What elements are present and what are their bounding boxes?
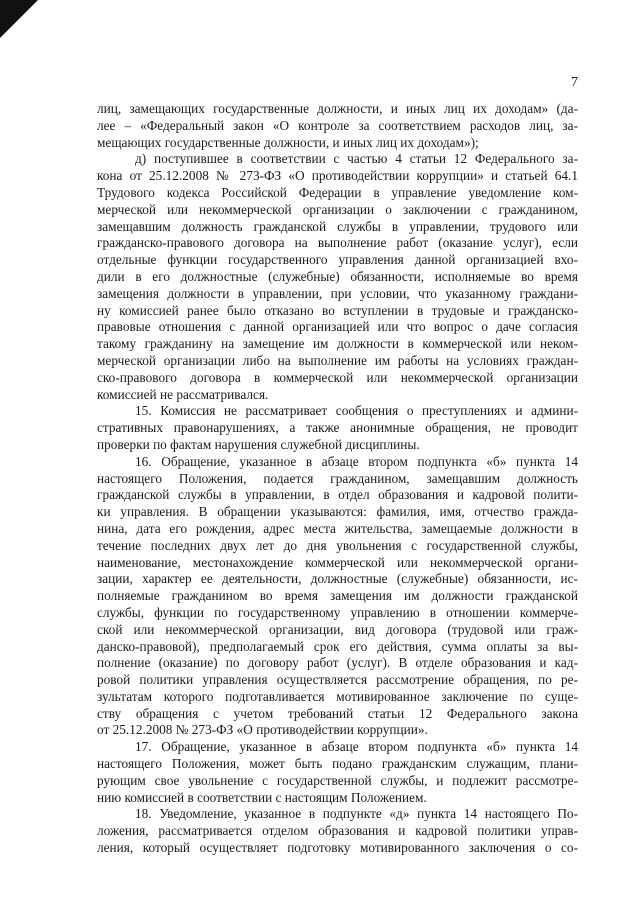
text-line: проверки по фактам нарушения служебной дисциплины. xyxy=(97,436,420,452)
text-line: мещающих государственные должности, и иных лиц их доходам»); xyxy=(97,134,479,150)
text-line: зации, характер ее деятельности, должностные (служебные) обязанности, ис- xyxy=(97,571,578,587)
text-line: 15. Комиссия не рассматривает сообщения о преступлениях и админи- xyxy=(135,403,578,419)
text-line: полнение (оказание) по договору работ (услуг). В отделе образования и кад- xyxy=(97,655,578,671)
text-line: лее – «Федеральный закон «О контроле за соответствием расходов лиц, за- xyxy=(97,117,578,133)
text-line: правовые отношения с данной организацией или что вопрос о даче согласия xyxy=(97,319,578,335)
text-line: дили в его должностные (служебные) обязанности, исполняемые во время xyxy=(97,268,578,284)
text-line: гражданско-правового договора на выполнение работ (оказание услуг), если xyxy=(97,235,578,251)
text-line: от 25.12.2008 № 273-ФЗ «О противодействии коррупции». xyxy=(97,722,428,738)
text-line: 17. Обращение, указанное в абзаце втором подпункта «б» пункта 14 xyxy=(135,739,578,755)
text-line: ления, который осуществляет подготовку мотивированного заключения о со- xyxy=(97,840,578,856)
text-line: зультатам которого подготавливается мотивированное заключение по суще- xyxy=(97,688,578,704)
text-line: замещавшим должность гражданской службы в управлении, трудового или xyxy=(97,218,578,234)
text-line: 18. Уведомление, указанное в подпункте «д» пункта 14 настоящего По- xyxy=(135,806,578,822)
text-line: ложения, рассматривается отделом образования и кадровой политики управ- xyxy=(97,823,578,839)
text-line: настоящего Положения, может быть подано гражданским служащим, плани- xyxy=(97,756,578,772)
text-line: гражданской службы в управлении, в отдел образования и кадровой полити- xyxy=(97,487,578,503)
text-line: кона от 25.12.2008 № 273-ФЗ «О противодействии коррупции» и статьей 64.1 xyxy=(97,168,578,184)
text-line: наименование, местонахождение коммерческой или некоммерческой органи- xyxy=(97,554,578,570)
text-line: ну комиссией ранее было отказано во вступлении в трудовые и гражданско- xyxy=(97,302,578,318)
text-line: лиц, замещающих государственные должности, и иных лиц их доходам» (да- xyxy=(97,101,578,116)
text-line: ки управления. В обращении указываются: фамилия, имя, отчество гражда- xyxy=(97,504,578,520)
text-line: рующим свое увольнение с государственной службы, и подлежит рассмотре- xyxy=(97,772,578,788)
text-line: течение последних двух лет до дня увольнения с государственной службы, xyxy=(97,537,578,553)
text-line: нию комиссией в соответствии с настоящим Положением. xyxy=(97,789,427,805)
text-line: такому гражданину на замещение им должности в коммерческой или неком- xyxy=(97,336,578,352)
text-line: мерческой организации либо на выполнение им работы на условиях граждан- xyxy=(97,352,578,368)
text-line: ровой политики управления осуществляется рассмотрение обращения, по ре- xyxy=(97,672,578,688)
text-line: ско-правового договора в коммерческой или некоммерческой организации xyxy=(97,369,578,385)
text-line: стративных правонарушениях, а также анонимные обращения, не проводит xyxy=(97,420,578,436)
text-line: ству обращения с учетом требований статьи 12 Федерального закона xyxy=(97,705,578,721)
scan-corner-mark xyxy=(0,0,38,38)
text-line: Трудового кодекса Российской Федерации в управление уведомление ком- xyxy=(97,184,578,200)
text-line: д) поступившее в соответствии с частью 4 статьи 12 Федерального за- xyxy=(135,151,578,167)
text-line: нина, дата его рождения, адрес места жительства, замещаемые должности в xyxy=(97,520,578,536)
text-line: замещения должности в управлении, при условии, что указанному граждани- xyxy=(97,285,578,301)
text-line: отдельные функции государственного управления данной организацией вхо- xyxy=(97,252,578,268)
page-number: 7 xyxy=(571,75,578,90)
text-line: полняемые гражданином во время замещения им должности гражданской xyxy=(97,588,578,604)
document-body xyxy=(97,101,578,857)
text-line: 16. Обращение, указанное в абзаце втором подпункта «б» пункта 14 xyxy=(135,453,578,469)
text-line: службы, функции по государственному управлению в отношении коммерче- xyxy=(97,604,578,620)
text-line: комиссией не рассматривался. xyxy=(97,386,269,402)
text-line: данско-правовой), предполагаемый срок его действия, сумма оплаты за вы- xyxy=(97,638,578,654)
text-line: мерческой или некоммерческой организации о заключении с гражданином, xyxy=(97,201,578,217)
text-line: ской или некоммерческой организации, вид договора (трудовой или граж- xyxy=(97,621,578,637)
text-line: настоящего Положения, подается гражданином, замещавшим должность xyxy=(97,470,578,486)
